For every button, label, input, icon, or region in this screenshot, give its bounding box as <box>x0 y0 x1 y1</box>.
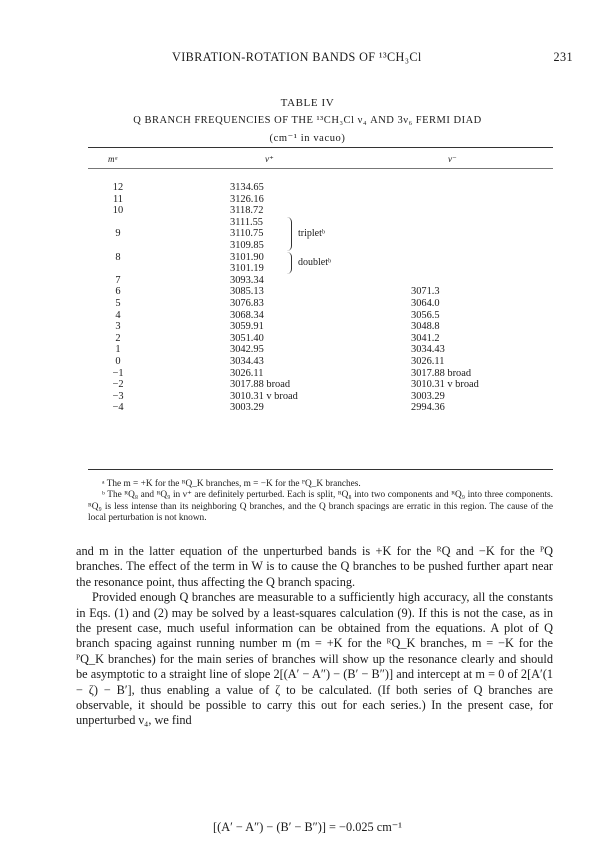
cell-v-plus: 3034.43 <box>230 355 264 367</box>
cell-v-minus: 3064.0 <box>411 297 440 309</box>
table-body <box>88 182 553 414</box>
table-row <box>88 194 553 206</box>
cell-m: 3 <box>115 321 121 333</box>
cell-v-minus: 3003.29 <box>411 390 445 402</box>
table-row <box>88 263 553 275</box>
cell-m: 10 <box>112 205 124 217</box>
cell-m: 11 <box>112 193 123 205</box>
cell-v-plus: 3085.13 <box>230 286 264 298</box>
table-row <box>88 391 553 403</box>
table-row <box>88 228 553 240</box>
cell-v-plus: 3101.19 <box>230 263 264 275</box>
cell-v-plus: 3134.65 <box>230 182 264 193</box>
table-row <box>88 182 553 194</box>
equation: [(A′ − A″) − (B′ − B″)] = −0.025 cm⁻¹ <box>213 820 402 834</box>
cell-v-minus: 3017.88 broad <box>411 367 472 379</box>
table-row <box>88 217 553 229</box>
cell-v-plus: 3118.72 <box>230 205 264 217</box>
table-top-rule <box>88 147 553 148</box>
cell-v-minus: 3026.11 <box>411 355 445 367</box>
table-row <box>88 379 553 391</box>
cell-v-plus: 3010.31 v broad <box>230 390 298 402</box>
cell-v-plus: 3111.55 <box>230 216 263 228</box>
cell-v-plus: 3068.34 <box>230 309 264 321</box>
doublet-label: doubletᵇ <box>298 257 332 268</box>
cell-m: 1 <box>115 344 121 356</box>
cell-v-plus: 3110.75 <box>230 228 264 240</box>
running-head-title: VIBRATION-ROTATION BANDS OF ¹³CH₃Cl <box>172 50 422 64</box>
table-row <box>88 286 553 298</box>
cell-v-minus: 2994.36 <box>411 402 445 414</box>
cell-v-plus: 3109.85 <box>230 239 264 251</box>
table-row <box>88 402 553 414</box>
cell-m: 9 <box>115 228 121 240</box>
cell-m: 4 <box>115 309 121 321</box>
cell-v-minus: 3071.3 <box>411 286 440 298</box>
cell-v-minus: 3048.8 <box>411 321 440 333</box>
cell-v-plus: 3026.11 <box>230 367 264 379</box>
table-header-rule <box>88 168 553 169</box>
cell-v-plus: 3076.83 <box>230 297 264 309</box>
column-header-m: mᵃ <box>108 154 119 164</box>
page-number: 231 <box>553 50 573 64</box>
footnote-b: ᵇ The ᴿQ₈ and ᴿQ₉ in ν⁺ are definitely perturbed. Each is split, ᴿQ₈ into two components and ᴿQ₉ into three components. ᴿQ₉ is less intense than its neighboring Q branches, and the Q branch spacings are erratic in this region. The cause of the local perturbation is not known. <box>88 490 553 523</box>
cell-m: −2 <box>112 379 124 391</box>
cell-m: 0 <box>115 355 121 367</box>
table-subtitle: Q BRANCH FREQUENCIES OF THE ¹³CH₃Cl ν₄ AND 3ν₆ FERMI DIAD <box>133 115 482 126</box>
cell-v-plus: 3042.95 <box>230 344 264 356</box>
cell-v-plus: 3059.91 <box>230 321 264 333</box>
body-text <box>76 544 553 729</box>
cell-v-plus: 3093.34 <box>230 274 264 286</box>
cell-v-minus: 3056.5 <box>411 309 440 321</box>
cell-v-minus: 3034.43 <box>411 344 445 356</box>
cell-v-plus: 3003.29 <box>230 402 264 414</box>
table-row <box>88 356 553 368</box>
table-title: TABLE IV <box>280 97 335 109</box>
triplet-label: tripletᵇ <box>298 228 325 239</box>
table-row <box>88 205 553 217</box>
cell-v-plus: 3101.90 <box>230 251 264 263</box>
cell-v-plus: 3017.88 broad <box>230 379 291 391</box>
cell-m: 12 <box>112 182 124 193</box>
paragraph-2: Provided enough Q branches are measurable to a sufficiently high accuracy, all the constants in Eqs. (1) and (2) may be solved by a least-squares calculation (9). If this is not the case, as in the present case, much useful information can be obtained from the equations. A plot of Q branch spacing against running number m (m = +K for the ᴿQ_K branches, m = −K for the ᴾQ_K branches) for the main series of branches will show up the resonance clearly and should be asymptotic to a straight line of slope 2[(A′ − A″) − (B′ − B″)] and intercept at m = 0 of 2[A′(1 − ζ) − B′], thus enabling a value of ζ to be calculated. (If both series of Q branches are observable, it should be possible to carry this out for each series.) In the present case, for unperturbed ν₄, we find <box>76 590 553 728</box>
table-row <box>88 275 553 287</box>
table-row <box>88 333 553 345</box>
table-row <box>88 252 553 264</box>
table-row <box>88 344 553 356</box>
cell-v-plus: 3126.16 <box>230 193 264 205</box>
cell-m: −1 <box>112 367 124 379</box>
table-row <box>88 240 553 252</box>
table-footnotes <box>88 479 553 524</box>
paragraph-1: and m in the latter equation of the unperturbed bands is +K for the ᴿQ and −K for the ᴾQ branches. The effect of the term in W is to cause the Q branches to be pushed further apart near the resonance point, thus affecting the Q branch spacing. <box>76 544 553 589</box>
cell-v-minus: 3041.2 <box>411 332 440 344</box>
cell-v-minus: 3010.31 v broad <box>411 379 479 391</box>
cell-m: 6 <box>115 286 121 298</box>
table-units: (cm⁻¹ in vacuo) <box>269 133 346 144</box>
table-row <box>88 368 553 380</box>
cell-m: −4 <box>112 402 124 414</box>
table-row <box>88 310 553 322</box>
column-header-v-minus: ν⁻ <box>448 154 457 164</box>
cell-v-plus: 3051.40 <box>230 332 264 344</box>
footnote-a: ᵃ The m = +K for the ᴿQ_K branches, m = −K for the ᴾQ_K branches. <box>102 479 361 489</box>
cell-m: −3 <box>112 390 124 402</box>
cell-m: 7 <box>115 274 121 286</box>
table-bottom-rule <box>88 469 553 470</box>
cell-m: 2 <box>115 332 121 344</box>
table-row <box>88 321 553 333</box>
cell-m: 8 <box>115 251 121 263</box>
table-row <box>88 298 553 310</box>
column-header-v-plus: ν⁺ <box>265 154 274 164</box>
cell-m: 5 <box>115 297 121 309</box>
